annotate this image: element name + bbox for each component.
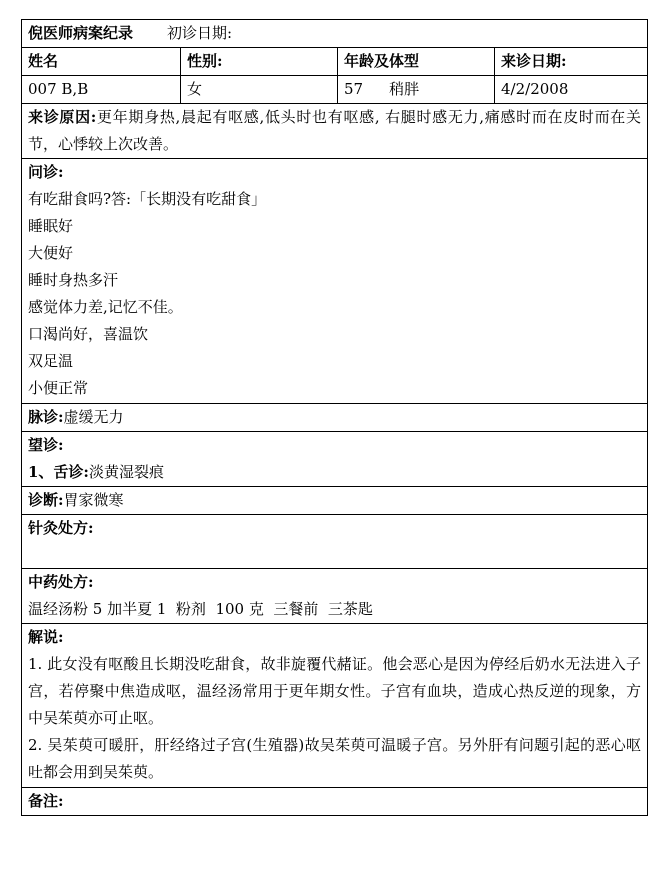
- record-title: 倪医师病案纪录: [28, 24, 134, 42]
- tongue-text: 淡黄湿裂痕: [88, 463, 164, 481]
- herbal-cell: [22, 569, 648, 624]
- name-header: 姓名: [22, 48, 181, 76]
- diagnosis-label: 诊断:: [28, 491, 64, 509]
- header-row: [22, 20, 648, 48]
- remarks-cell: [22, 788, 648, 816]
- inquiry-row: [22, 159, 648, 404]
- pulse-text: 虚缓无力: [63, 408, 124, 426]
- reason-label: 来诊原因:: [28, 108, 97, 126]
- pulse-label: 脉诊:: [28, 408, 64, 426]
- gender-header: 性别:: [181, 48, 338, 76]
- herbal-row: [22, 569, 648, 624]
- tongue-label: 1、舌诊:: [28, 463, 89, 481]
- pulse-row: [22, 404, 648, 432]
- explanation-paragraph: 2. 吴茱萸可暖肝，肝经络过子宫(生殖器)故吴茱萸可温暖子宫。另外肝有问题引起的恶心呕吐都会用到吴茱萸。: [28, 736, 642, 781]
- explanation-cell: [22, 624, 648, 788]
- explanation-label: 解说:: [28, 628, 64, 646]
- observation-label: 望诊:: [28, 436, 64, 454]
- diagnosis-text: 胃家微寒: [63, 491, 124, 509]
- patient-age-build: [338, 76, 495, 104]
- diagnosis-cell: [22, 487, 648, 515]
- remarks-label: 备注:: [28, 792, 64, 810]
- visit-date-header: 来诊日期:: [495, 48, 648, 76]
- inquiry-cell: [22, 159, 648, 404]
- inquiry-item: 双足温: [28, 352, 74, 370]
- column-header-row: [22, 48, 648, 76]
- header-cell: [22, 20, 648, 48]
- acupuncture-row: [22, 515, 648, 569]
- pulse-cell: [22, 404, 648, 432]
- inquiry-label: 问诊:: [28, 163, 64, 181]
- explanation-paragraph: 1. 此女没有呕酸且长期没吃甜食，故非旋覆代赭证。他会恶心是因为停经后奶水无法进入子宫，若停聚中焦造成呕，温经汤常用于更年期女性。子宫有血块，造成心热反逆的现象，方中吴茱萸亦可止呕。: [28, 655, 642, 727]
- reason-row: [22, 104, 648, 159]
- acupuncture-cell: [22, 515, 648, 569]
- reason-text: 更年期身热,晨起有呕感,低头时也有呕感, 右腿时感无力,痛感时而在皮时而在关节，心悸较上次改善。: [28, 108, 642, 153]
- herbal-label: 中药处方:: [28, 573, 94, 591]
- inquiry-item: 感觉体力差,记忆不佳。: [28, 298, 183, 316]
- patient-row: [22, 76, 648, 104]
- herbal-prescription: 温经汤粉 5 加半夏 1 粉剂 100 克 三餐前 三茶匙: [28, 600, 373, 618]
- first-visit-date-label: 初诊日期:: [167, 24, 233, 42]
- inquiry-item: 口渴尚好，喜温饮: [28, 325, 149, 343]
- observation-row: [22, 432, 648, 487]
- inquiry-item: 小便正常: [28, 379, 89, 397]
- observation-cell: [22, 432, 648, 487]
- patient-build: 稍胖: [389, 80, 420, 98]
- inquiry-item: 睡时身热多汗: [28, 271, 119, 289]
- reason-cell: [22, 104, 648, 159]
- explanation-row: [22, 624, 648, 788]
- patient-gender: 女: [181, 76, 338, 104]
- acupuncture-label: 针灸处方:: [28, 519, 94, 537]
- inquiry-item: 大便好: [28, 244, 74, 262]
- age-build-header: 年龄及体型: [338, 48, 495, 76]
- patient-name: 007 B,B: [22, 76, 181, 104]
- remarks-row: [22, 788, 648, 816]
- diagnosis-row: [22, 487, 648, 515]
- patient-visit-date: 4/2/2008: [495, 76, 648, 104]
- patient-age: 57: [344, 80, 364, 98]
- inquiry-item: 睡眠好: [28, 217, 74, 235]
- medical-record-table: [21, 19, 648, 816]
- inquiry-item: 有吃甜食吗?答:「长期没有吃甜食」: [28, 190, 267, 208]
